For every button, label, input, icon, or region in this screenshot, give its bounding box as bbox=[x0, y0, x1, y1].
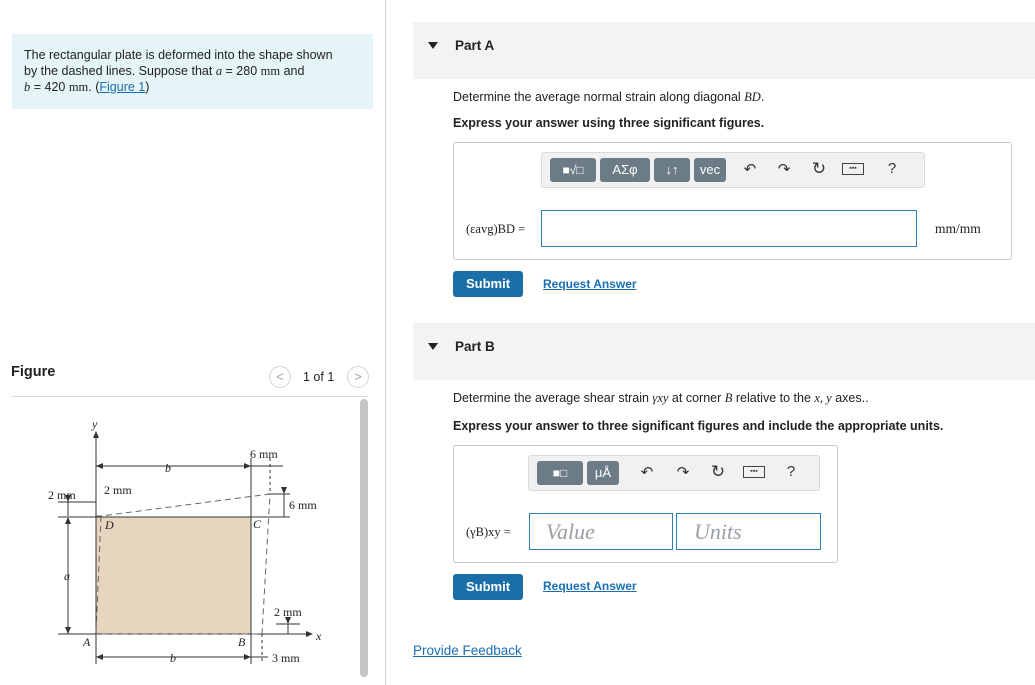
part-b-submit-button[interactable]: Submit bbox=[453, 574, 523, 600]
part-a-answer-panel bbox=[453, 142, 1012, 260]
label-y: y bbox=[92, 417, 98, 431]
label-C: C bbox=[253, 517, 262, 531]
part-b-toolbar bbox=[528, 455, 820, 491]
undo-icon[interactable]: ↶ bbox=[743, 161, 757, 178]
part-a-answer-label: (εavg)BD = bbox=[466, 222, 526, 236]
part-b-units-input[interactable] bbox=[676, 513, 821, 550]
part-a-toolbar bbox=[541, 152, 925, 188]
part-a-diagonal: BD bbox=[744, 90, 761, 104]
part-b-axes: x, y bbox=[814, 391, 832, 405]
value-placeholder: Value bbox=[546, 519, 595, 544]
figure-rule bbox=[11, 396, 368, 397]
part-a-request-answer-link[interactable]: Request Answer bbox=[543, 277, 637, 291]
part-a-answer-input[interactable] bbox=[541, 210, 917, 247]
part-a-instruction: Express your answer using three significant figures. bbox=[453, 116, 765, 130]
label-3mm: 3 mm bbox=[272, 651, 300, 665]
part-a-unit: mm/mm bbox=[935, 221, 981, 236]
part-b-question-mid: at corner bbox=[668, 391, 725, 405]
arrow-a-top bbox=[65, 517, 71, 524]
prev-figure-button[interactable]: < bbox=[269, 366, 291, 388]
problem-line-1: The rectangular plate is deformed into the shape shown bbox=[24, 48, 333, 62]
part-a-header[interactable] bbox=[413, 22, 1035, 79]
help-icon[interactable]: ? bbox=[786, 463, 796, 480]
vec-button[interactable]: vec bbox=[694, 158, 726, 182]
part-b-instruction: Express your answer to three significant figures and include the appropriate units. bbox=[453, 419, 944, 433]
unit-a: mm bbox=[260, 64, 281, 78]
x-arrowhead bbox=[306, 631, 313, 637]
label-b-top: b bbox=[165, 461, 171, 475]
plate-rect bbox=[96, 517, 251, 634]
problem-and: and bbox=[280, 64, 305, 78]
reset-icon[interactable]: ↻ bbox=[811, 159, 827, 178]
y-arrowhead bbox=[93, 431, 99, 438]
collapse-triangle-icon[interactable] bbox=[428, 42, 438, 49]
eq-b: = 420 bbox=[30, 80, 69, 94]
plate-diagram bbox=[0, 398, 358, 685]
keyboard-icon[interactable]: ▪▪▪ bbox=[842, 163, 864, 175]
part-b-question-text: Determine the average shear strain bbox=[453, 391, 653, 405]
templates-button[interactable]: ■□ bbox=[537, 461, 583, 485]
part-b-answer-label: (γB)xy = bbox=[466, 525, 511, 539]
templates-button[interactable]: ■√□ bbox=[550, 158, 596, 182]
problem-dot: . ( bbox=[88, 80, 100, 94]
undo-icon[interactable]: ↶ bbox=[640, 464, 654, 481]
arrow-b-left bbox=[96, 463, 103, 469]
unit-b: mm bbox=[68, 80, 89, 94]
label-x: x bbox=[316, 629, 322, 643]
figure-link[interactable]: Figure 1 bbox=[99, 80, 146, 94]
arrow-b-right bbox=[244, 463, 251, 469]
collapse-triangle-icon[interactable] bbox=[428, 343, 438, 350]
part-b-request-answer-link[interactable]: Request Answer bbox=[543, 579, 637, 593]
part-b-question-mid2: relative to the bbox=[732, 391, 815, 405]
arrow-6mm-right bbox=[281, 487, 287, 494]
part-b-corner: B bbox=[724, 391, 733, 405]
label-6mm-top: 6 mm bbox=[250, 447, 278, 461]
greek-symbols-button[interactable]: ΑΣφ bbox=[600, 158, 650, 182]
part-b-gamma: γxy bbox=[652, 391, 669, 405]
label-2mm-left: 2 mm bbox=[48, 488, 76, 502]
var-a: a bbox=[215, 64, 223, 78]
units-placeholder: Units bbox=[694, 519, 742, 544]
label-B: B bbox=[238, 635, 246, 649]
part-a-question bbox=[453, 90, 764, 105]
redo-icon[interactable]: ↷ bbox=[676, 464, 690, 481]
column-divider bbox=[385, 0, 386, 685]
figure-scrollbar[interactable] bbox=[360, 399, 368, 677]
part-a-title: Part A bbox=[455, 38, 495, 53]
part-b-title: Part B bbox=[455, 339, 495, 354]
redo-icon[interactable]: ↷ bbox=[777, 161, 791, 178]
part-b-header[interactable] bbox=[413, 323, 1035, 380]
arrows-button[interactable]: ↓↑ bbox=[654, 158, 690, 182]
arrow-bb-right bbox=[244, 654, 251, 660]
part-b-question bbox=[453, 391, 869, 406]
problem-statement bbox=[12, 34, 373, 109]
units-button[interactable]: μÅ bbox=[587, 461, 619, 485]
part-a-submit-button[interactable]: Submit bbox=[453, 271, 523, 297]
label-6mm-right: 6 mm bbox=[289, 498, 317, 512]
part-a-question-end: . bbox=[760, 90, 765, 104]
provide-feedback-link[interactable]: Provide Feedback bbox=[413, 643, 522, 658]
part-a-question-text: Determine the average normal strain along diagonal bbox=[453, 90, 745, 104]
part-b-question-end: axes.. bbox=[831, 391, 869, 405]
label-D: D bbox=[105, 518, 114, 532]
arrow-bb-left bbox=[96, 654, 103, 660]
keyboard-icon[interactable]: ▪▪▪ bbox=[743, 466, 765, 478]
label-2mm-bottom: 2 mm bbox=[274, 605, 302, 619]
part-b-value-input[interactable] bbox=[529, 513, 673, 550]
var-b: b bbox=[24, 80, 31, 94]
figure-page-count: 1 of 1 bbox=[303, 370, 335, 384]
arrow-a-bottom bbox=[65, 627, 71, 634]
figure-heading: Figure bbox=[11, 364, 56, 380]
label-b-bottom: b bbox=[170, 651, 176, 665]
next-figure-button[interactable]: > bbox=[347, 366, 369, 388]
problem-text: by the dashed lines. Suppose that bbox=[24, 64, 216, 78]
eq-a: = 280 bbox=[222, 64, 261, 78]
paren-close: ) bbox=[145, 80, 150, 94]
reset-icon[interactable]: ↻ bbox=[710, 462, 726, 481]
label-2mm-inner: 2 mm bbox=[104, 483, 132, 497]
label-a: a bbox=[64, 569, 70, 583]
part-b-answer-panel bbox=[453, 445, 838, 563]
help-icon[interactable]: ? bbox=[887, 160, 897, 177]
label-A: A bbox=[83, 635, 91, 649]
